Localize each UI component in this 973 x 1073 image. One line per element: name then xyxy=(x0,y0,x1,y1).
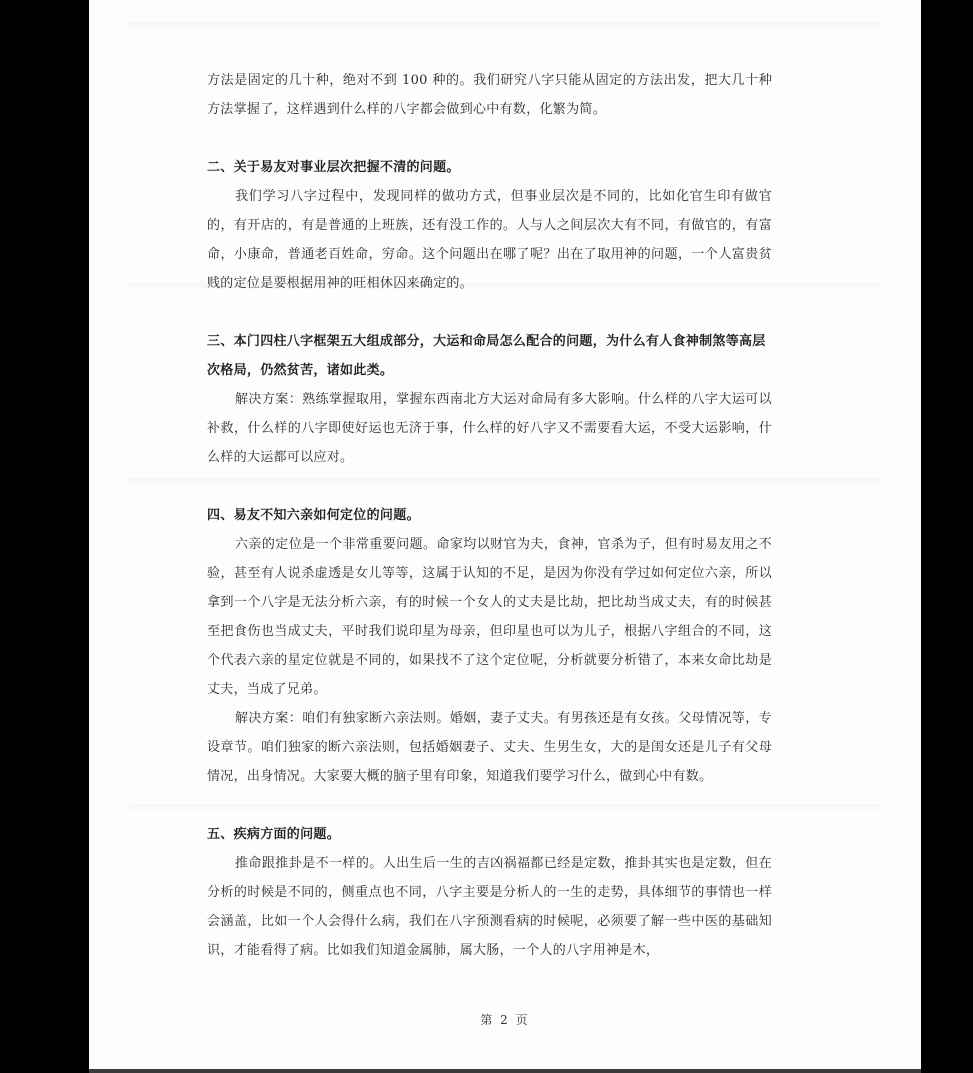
section-heading-5: 五、疾病方面的问题。 xyxy=(207,827,341,842)
section-heading-3: 三、本门四柱八字框架五大组成部分，大运和命局怎么配合的问题，为什么有人食神制煞等高层次格局，仍然贫苦，诸如此类。 xyxy=(207,334,766,378)
page-content xyxy=(207,66,772,965)
section-gap xyxy=(207,472,772,501)
section-heading-2: 二、关于易友对事业层次把握不清的问题。 xyxy=(207,160,460,175)
page-bottom-edge xyxy=(89,1069,921,1073)
page-number: 第 2 页 xyxy=(480,1013,530,1027)
section-gap xyxy=(207,124,772,153)
section-gap xyxy=(207,298,772,327)
paragraph-career-level: 我们学习八字过程中，发现同样的做功方式，但事业层次是不同的，比如化官生印有做官的，有开店的，有是普通的上班族，还有没工作的。人与人之间层次大有不同，有做官的，有富命，小康命，普通老百姓命，穷命。这个问题出在哪了呢？出在了取用神的问题，一个人富贵贫贱的定位是要根据用神的旺相休囚来确定的。 xyxy=(207,189,772,291)
paragraph-illness: 推命跟推卦是不一样的。人出生后一生的吉凶祸福都已经是定数，推卦其实也是定数，但在分析的时候是不同的，侧重点也不同，八字主要是分析人的一生的走势，具体细节的事情也一样会涵盖，比如一个人会得什么病，我们在八字预测看病的时候呢，必须要了解一些中医的基础知识，才能看得了病。比如我们知道金属肺，属大肠，一个人的八字用神是木， xyxy=(207,856,772,958)
section-heading-4: 四、易友不知六亲如何定位的问题。 xyxy=(207,508,420,523)
document-page xyxy=(89,0,921,1069)
paragraph-solution-luck: 解决方案：熟练掌握取用，掌握东西南北方大运对命局有多大影响。什么样的八字大运可以补救，什么样的八字即使好运也无济于事，什么样的好八字又不需要看大运，不受大运影响，什么样的大运都可以应对。 xyxy=(207,392,772,465)
scan-band xyxy=(129,22,881,28)
section-gap xyxy=(207,791,772,820)
paragraph-intro-continuation: 方法是固定的几十种，绝对不到 100 种的。我们研究八字只能从固定的方法出发，把大几十种方法掌握了，这样遇到什么样的八字都会做到心中有数，化繁为简。 xyxy=(207,73,772,117)
paragraph-solution-relatives: 解决方案：咱们有独家断六亲法则。婚姻，妻子丈夫。有男孩还是有女孩。父母情况等，专设章节。咱们独家的断六亲法则，包括婚姻妻子、丈夫、生男生女，大的是闺女还是儿子有父母情况，出身情况。大家要大概的脑子里有印象，知道我们要学习什么，做到心中有数。 xyxy=(207,711,772,784)
paragraph-six-relatives: 六亲的定位是一个非常重要问题。命家均以财官为夫，食神，官杀为子，但有时易友用之不验，甚至有人说杀虚透是女儿等等，这属于认知的不足，是因为你没有学过如何定位六亲，所以拿到一个八字是无法分析六亲，有的时候一个女人的丈夫是比劫，把比劫当成丈夫，有的时候甚至把食伤也当成丈夫，平时我们说印星为母亲，但印星也可以为儿子，根据八字组合的不同，这个代表六亲的星定位就是不同的，如果找不了这个定位呢，分析就要分析错了，本来女命比劫是丈夫，当成了兄弟。 xyxy=(207,537,772,697)
